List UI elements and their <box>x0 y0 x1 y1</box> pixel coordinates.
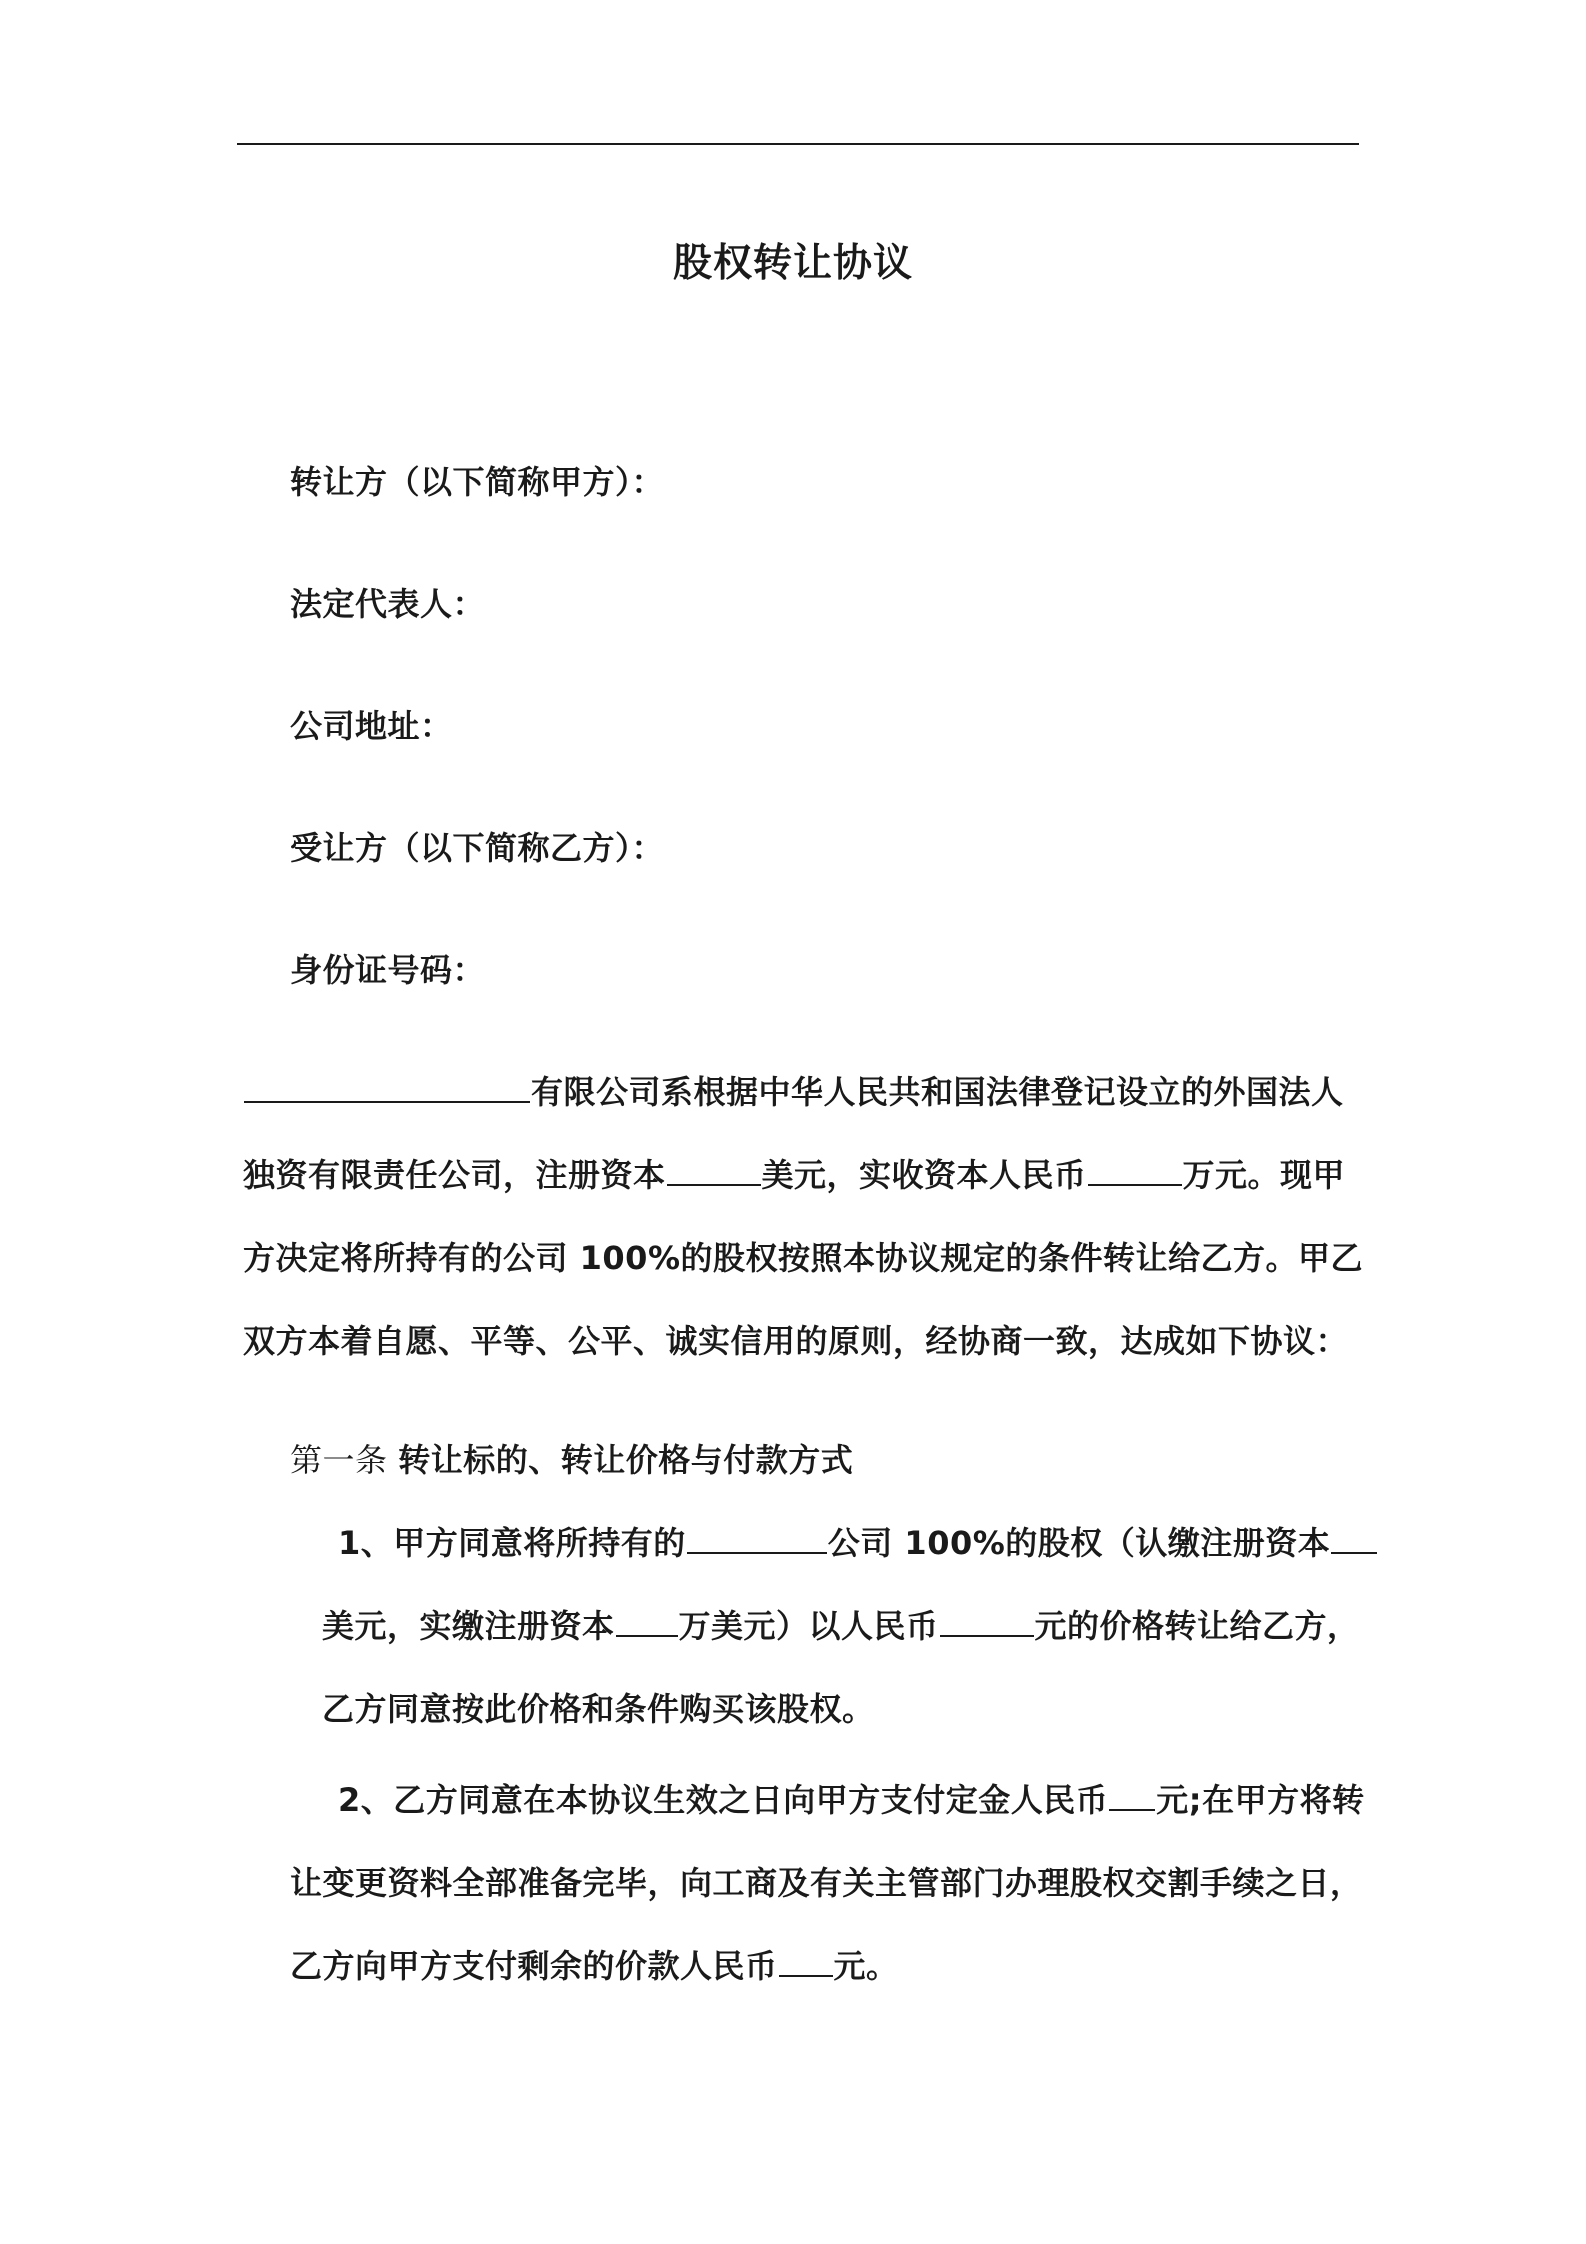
preamble-line-2 <box>243 1155 1345 1195</box>
clause-1-line-1-part-a: 1、甲方同意将所持有的 <box>338 1524 686 1562</box>
remaining-payment-blank <box>779 1947 833 1977</box>
clause-2-line-2: 让变更资料全部准备完毕，向工商及有关主管部门办理股权交割手续之日， <box>290 1864 1363 1902</box>
clause-2-line-1-part-a: 2、乙方同意在本协议生效之日向甲方支付定金人民币 <box>338 1781 1109 1819</box>
company-name-blank <box>244 1073 530 1103</box>
clause-1-line-1 <box>338 1523 1378 1563</box>
article-1-number: 第一条 <box>290 1441 388 1479</box>
clause-1-line-2 <box>322 1606 1360 1646</box>
clause-2-line-3 <box>290 1946 899 1986</box>
id-number-label: 身份证号码： <box>290 951 486 989</box>
paid-in-capital-blank <box>1088 1156 1182 1186</box>
preamble-line-1-text: 有限公司系根据中华人民共和国法律登记设立的外国法人 <box>531 1073 1344 1111</box>
registered-capital-blank <box>667 1156 761 1186</box>
deposit-amount-blank <box>1109 1781 1155 1811</box>
clause-2-line-1-part-b: 元;在甲方将转 <box>1156 1781 1365 1819</box>
clause-2-line-3-part-a: 乙方向甲方支付剩余的价款人民币 <box>290 1947 778 1985</box>
clause-2-line-1 <box>338 1780 1365 1820</box>
preamble-line-2-part-a: 独资有限责任公司，注册资本 <box>243 1156 666 1194</box>
preamble-line-2-part-b: 美元，实收资本人民币 <box>761 1156 1087 1194</box>
transferee-label: 受让方（以下简称乙方）： <box>290 829 665 867</box>
article-1-title: 转让标的、转让价格与付款方式 <box>398 1441 854 1479</box>
preamble-line-3: 方决定将所持有的公司 100%的股权按照本协议规定的条件转让给乙方。甲乙 <box>243 1239 1364 1277</box>
paid-capital-blank <box>616 1607 678 1637</box>
clause-1-line-2-part-b: 万美元）以人民币 <box>678 1607 939 1645</box>
target-company-blank <box>687 1524 827 1554</box>
header-rule <box>237 143 1359 145</box>
clause-2-line-3-part-b: 元。 <box>833 1947 899 1985</box>
preamble-line-1 <box>243 1072 1344 1112</box>
preamble-line-4: 双方本着自愿、平等、公平、诚实信用的原则，经协商一致，达成如下协议： <box>243 1322 1349 1360</box>
clause-1-line-1-part-b: 公司 100%的股权（认缴注册资本 <box>827 1524 1331 1562</box>
preamble-line-2-part-c: 万元。现甲 <box>1182 1156 1346 1194</box>
document-title: 股权转让协议 <box>672 241 913 286</box>
article-1-heading <box>290 1440 853 1480</box>
clause-1-line-2-part-c: 元的价格转让给乙方， <box>1034 1607 1360 1645</box>
legal-representative-label: 法定代表人： <box>290 585 486 623</box>
subscribed-capital-blank <box>1331 1524 1377 1554</box>
clause-1-line-3: 乙方同意按此价格和条件购买该股权。 <box>322 1690 875 1728</box>
transfer-price-blank <box>940 1607 1034 1637</box>
transferor-label: 转让方（以下简称甲方）： <box>290 463 665 501</box>
clause-1-line-2-part-a: 美元，实缴注册资本 <box>322 1607 615 1645</box>
company-address-label: 公司地址： <box>290 707 453 745</box>
